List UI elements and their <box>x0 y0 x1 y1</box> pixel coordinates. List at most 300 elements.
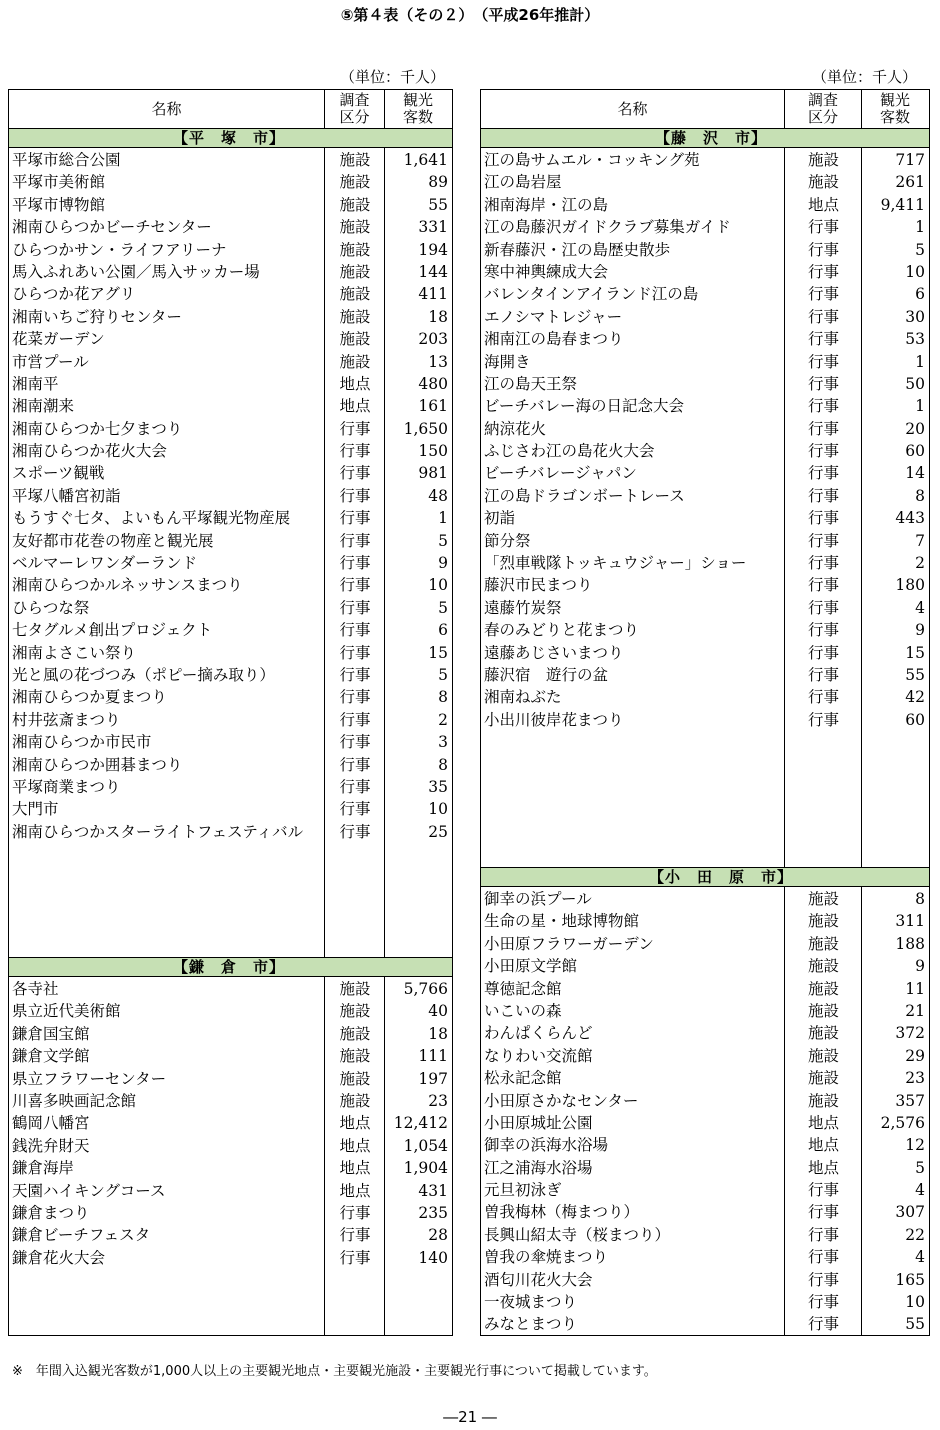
visitor-count: 1,054 <box>403 1136 448 1155</box>
visitor-count: 5 <box>438 598 448 617</box>
visitor-count: 18 <box>428 307 448 326</box>
header-name: 名称 <box>481 90 785 128</box>
table-row <box>9 261 452 283</box>
visitor-count: 161 <box>418 397 448 416</box>
survey-type: 施設 <box>807 934 839 953</box>
survey-type: 行事 <box>807 531 839 550</box>
table-row <box>9 1068 452 1090</box>
visitor-count: 5,766 <box>403 980 448 998</box>
visitor-count: 1,650 <box>403 419 448 438</box>
table-row <box>481 194 929 216</box>
header-visitors: 観光 客数 <box>879 91 910 126</box>
place-name: 湘南ひらつかスターライトフェスティバル <box>12 822 304 841</box>
survey-type: 施設 <box>339 1047 371 1066</box>
survey-type: 行事 <box>807 1181 839 1200</box>
survey-type: 地点 <box>339 1114 371 1133</box>
visitor-count: 5 <box>915 1158 925 1177</box>
survey-type: 行事 <box>339 464 371 483</box>
visitor-count: 25 <box>428 822 448 841</box>
table-row <box>481 306 929 328</box>
table-row <box>9 1000 452 1022</box>
table-row <box>481 1201 929 1223</box>
visitor-count: 12,412 <box>393 1114 448 1133</box>
place-name: 元旦初泳ぎ <box>484 1181 562 1200</box>
survey-type: 行事 <box>339 733 371 752</box>
survey-type: 行事 <box>339 800 371 819</box>
place-name: 小田原文学館 <box>484 957 578 976</box>
place-name: 江の島ドラゴンボートレース <box>484 486 685 505</box>
place-name: エノシマトレジャー <box>484 307 623 326</box>
place-name: 湘南海岸・江の島 <box>484 195 609 214</box>
place-name: 鎌倉文学館 <box>12 1047 90 1066</box>
survey-type: 地点 <box>339 374 371 393</box>
survey-type: 行事 <box>807 1293 839 1312</box>
visitor-count: 4 <box>915 598 925 617</box>
survey-type: 行事 <box>807 352 839 371</box>
place-name: もうすぐ七タ、よいもん平塚観光物産展 <box>12 509 291 528</box>
survey-type: 行事 <box>807 486 839 505</box>
table-row <box>481 1269 929 1291</box>
survey-type: 行事 <box>807 464 839 483</box>
visitor-count: 331 <box>418 218 448 237</box>
visitor-count: 15 <box>428 643 448 662</box>
visitor-count: 48 <box>428 486 448 505</box>
visitor-count: 307 <box>895 1203 925 1222</box>
survey-type: 施設 <box>339 307 371 326</box>
place-name: ひらつかサン・ライフアリーナ <box>12 240 227 259</box>
table-row <box>481 1291 929 1313</box>
survey-type: 施設 <box>339 262 371 281</box>
survey-type: 行事 <box>339 1226 371 1245</box>
survey-type: 地点 <box>807 1113 839 1132</box>
table-row <box>9 1045 452 1067</box>
place-name: 新春藤沢・江の島歴史散歩 <box>484 240 671 259</box>
table-row <box>481 978 929 1000</box>
table-row <box>481 664 929 686</box>
section-hiratsuka: 【平 塚 市】 <box>9 128 452 148</box>
visitor-count: 13 <box>428 352 448 371</box>
visitor-count: 9 <box>915 957 925 976</box>
survey-type: 施設 <box>339 240 371 259</box>
place-name: 江の島サムエル・コッキング苑 <box>484 151 700 169</box>
table-row <box>481 216 929 238</box>
table-row <box>481 642 929 664</box>
table-row <box>481 171 929 193</box>
visitor-count: 480 <box>418 374 448 393</box>
table-header <box>9 90 452 129</box>
table-row <box>9 373 452 395</box>
place-name: 湘南ひらつか市民市 <box>12 733 152 752</box>
visitor-count: 14 <box>905 464 925 483</box>
visitor-count: 372 <box>895 1024 925 1043</box>
visitor-count: 717 <box>895 151 925 169</box>
survey-type: 行事 <box>807 1270 839 1289</box>
survey-type: 地点 <box>807 1158 839 1177</box>
visitor-count: 15 <box>905 643 925 662</box>
survey-type: 行事 <box>807 218 839 237</box>
visitor-count: 35 <box>428 777 448 796</box>
visitor-count: 9,411 <box>880 195 925 214</box>
survey-type: 行事 <box>807 1203 839 1222</box>
table-row <box>9 754 452 776</box>
place-name: 小田原フラワーガーデン <box>484 934 654 953</box>
table-row <box>9 1247 452 1269</box>
visitor-count: 311 <box>895 912 925 931</box>
place-name: 海開き <box>484 352 531 371</box>
visitor-count: 55 <box>905 665 925 684</box>
survey-type: 地点 <box>807 195 839 214</box>
table-row <box>481 283 929 305</box>
table-row <box>9 1135 452 1157</box>
survey-type: 施設 <box>807 1024 839 1043</box>
place-name: ふじさわ江の島花火大会 <box>484 442 655 461</box>
place-name: 鎌倉国宝館 <box>12 1024 90 1043</box>
visitor-count: 21 <box>905 1001 925 1020</box>
place-name: 友好都市花巻の物産と観光展 <box>12 531 214 550</box>
survey-type: 行事 <box>339 755 371 774</box>
visitor-count: 203 <box>418 330 448 349</box>
place-name: ビーチバレージャパン <box>484 464 637 483</box>
place-name: 各寺社 <box>12 980 59 998</box>
table-row <box>9 216 452 238</box>
footnote: ※ 年間入込観光客数が1,000人以上の主要観光地点・主要観光施設・主要観光行事について掲載しています。 <box>12 1364 657 1379</box>
header-kind: 調査 区分 <box>325 90 385 128</box>
place-name: 花菜ガーデン <box>12 330 105 349</box>
table-row <box>9 642 452 664</box>
survey-type: 行事 <box>807 621 839 640</box>
visitor-count: 6 <box>915 285 925 304</box>
survey-type: 行事 <box>807 554 839 573</box>
table-row <box>481 910 929 932</box>
place-name: 小出川彼岸花まつり <box>484 710 624 729</box>
survey-type: 施設 <box>807 1069 839 1088</box>
visitor-count: 411 <box>418 285 448 304</box>
table-row <box>481 1179 929 1201</box>
place-name: 小田原城址公園 <box>484 1113 593 1132</box>
visitor-count: 40 <box>428 1002 448 1021</box>
table-row <box>481 1000 929 1022</box>
table-right <box>480 89 930 1336</box>
place-name: ベルマーレワンダーランド <box>12 554 198 573</box>
visitor-count: 29 <box>905 1046 925 1065</box>
table-row <box>9 798 452 820</box>
visitor-count: 22 <box>905 1225 925 1244</box>
table-row <box>9 619 452 641</box>
visitor-count: 8 <box>438 688 448 707</box>
place-name: 尊徳記念館 <box>484 979 562 998</box>
survey-type: 行事 <box>807 374 839 393</box>
visitor-count: 23 <box>905 1069 925 1088</box>
visitor-count: 2 <box>915 554 925 573</box>
table-row <box>481 709 929 731</box>
survey-type: 施設 <box>339 1024 371 1043</box>
table-row <box>9 149 452 171</box>
survey-type: 行事 <box>339 822 371 841</box>
survey-type: 行事 <box>807 1315 839 1334</box>
place-name: 大門市 <box>12 800 59 819</box>
place-name: 藤沢宿 遊行の盆 <box>484 665 609 684</box>
place-name: 湘南ひらつかビーチセンター <box>12 218 212 237</box>
survey-type: 施設 <box>807 173 839 192</box>
table-row <box>9 328 452 350</box>
survey-type: 施設 <box>339 285 371 304</box>
place-name: 江之浦海水浴場 <box>484 1158 593 1177</box>
visitor-count: 10 <box>905 262 925 281</box>
place-name: 鎌倉花火大会 <box>12 1248 106 1267</box>
place-name: 湘南潮来 <box>12 397 75 416</box>
survey-type: 行事 <box>807 710 839 729</box>
table-row <box>481 530 929 552</box>
section-kamakura: 【鎌 倉 市】 <box>9 957 452 977</box>
table-row <box>9 1090 452 1112</box>
survey-type: 行事 <box>807 688 839 707</box>
place-name: 御幸の浜プール <box>484 890 592 908</box>
visitor-count: 431 <box>418 1181 448 1200</box>
survey-type: 行事 <box>339 643 371 662</box>
place-name: 平塚市博物館 <box>12 195 106 214</box>
table-row <box>481 239 929 261</box>
visitor-count: 55 <box>428 195 448 214</box>
table-row <box>481 1022 929 1044</box>
survey-type: 地点 <box>339 397 371 416</box>
table-row <box>481 328 929 350</box>
place-name: 湘南ひらつか七夕まつり <box>12 419 183 438</box>
visitor-count: 89 <box>428 173 448 192</box>
visitor-count: 3 <box>438 733 448 752</box>
place-name: 遠藤あじさいまつり <box>484 643 624 662</box>
visitor-count: 60 <box>905 442 925 461</box>
table-row <box>9 709 452 731</box>
visitor-count: 140 <box>418 1248 448 1267</box>
table-header <box>481 90 929 129</box>
visitor-count: 5 <box>915 240 925 259</box>
survey-type: 行事 <box>807 285 839 304</box>
table-row <box>481 955 929 977</box>
place-name: いこいの森 <box>484 1001 562 1020</box>
table-row <box>481 686 929 708</box>
place-name: 長興山紹太寺（桜まつり） <box>484 1225 671 1244</box>
place-name: 「烈車戦隊トッキュウジャー」ショー <box>484 554 747 573</box>
visitor-count: 7 <box>915 531 925 550</box>
survey-type: 地点 <box>339 1181 371 1200</box>
table-row <box>481 1112 929 1134</box>
header-name: 名称 <box>9 90 325 128</box>
page-title: ⑤第４表（その２） （平成26年推計） <box>340 6 600 24</box>
visitor-count: 8 <box>915 890 925 908</box>
table-row <box>481 597 929 619</box>
section-kamakura-rows <box>9 978 452 1269</box>
table-row <box>9 530 452 552</box>
survey-type: 行事 <box>807 419 839 438</box>
visitor-count: 42 <box>905 688 925 707</box>
place-name: 春のみどりと花まつり <box>484 621 640 640</box>
section-fujisawa-rows <box>481 149 929 731</box>
table-row <box>481 485 929 507</box>
survey-type: 地点 <box>339 1136 371 1155</box>
table-row <box>481 440 929 462</box>
table-row <box>481 1090 929 1112</box>
table-row <box>481 507 929 529</box>
visitor-count: 5 <box>438 665 448 684</box>
visitor-count: 1 <box>915 352 925 371</box>
survey-type: 行事 <box>339 598 371 617</box>
table-row <box>9 395 452 417</box>
place-name: 鎌倉海岸 <box>12 1159 75 1178</box>
survey-type: 施設 <box>807 912 839 931</box>
survey-type: 行事 <box>339 442 371 461</box>
survey-type: 行事 <box>807 643 839 662</box>
survey-type: 行事 <box>807 330 839 349</box>
place-name: ビーチバレー海の日記念大会 <box>484 397 684 416</box>
section-fujisawa: 【藤 沢 市】 <box>481 128 929 148</box>
table-left <box>8 89 453 1336</box>
survey-type: 施設 <box>807 1091 839 1110</box>
table-row <box>9 686 452 708</box>
visitor-count: 165 <box>895 1270 925 1289</box>
place-name: 生命の星・地球博物館 <box>484 912 640 931</box>
table-row <box>481 351 929 373</box>
survey-type: 行事 <box>339 710 371 729</box>
table-row <box>9 485 452 507</box>
table-row <box>9 978 452 1000</box>
place-name: 鶴岡八幡宮 <box>12 1114 90 1133</box>
place-name: 湘南いちご狩りセンター <box>12 307 182 326</box>
section-odawara: 【小 田 原 市】 <box>481 867 929 887</box>
survey-type: 施設 <box>807 957 839 976</box>
visitor-count: 188 <box>895 934 925 953</box>
place-name: 平塚八幡宮初詣 <box>12 486 121 505</box>
table-row <box>9 1112 452 1134</box>
table-row <box>9 171 452 193</box>
place-name: 湘南ひらつか囲碁まつり <box>12 755 183 774</box>
place-name: 湘南ひらつかルネッサンスまつり <box>12 576 243 595</box>
visitor-count: 261 <box>895 173 925 192</box>
survey-type: 施設 <box>339 173 371 192</box>
place-name: 湘南ひらつか花火大会 <box>12 442 167 461</box>
place-name: バレンタインアイランド江の島 <box>484 285 699 304</box>
table-row <box>481 552 929 574</box>
table-row <box>9 1023 452 1045</box>
survey-type: 行事 <box>807 240 839 259</box>
place-name: 県立近代美術館 <box>12 1002 121 1021</box>
table-row <box>481 933 929 955</box>
visitor-count: 9 <box>915 621 925 640</box>
place-name: 江の島天王祭 <box>484 374 578 393</box>
survey-type: 行事 <box>339 1203 371 1222</box>
visitor-count: 150 <box>418 442 448 461</box>
survey-type: 地点 <box>807 1136 839 1155</box>
survey-type: 施設 <box>807 890 839 908</box>
visitor-count: 1 <box>915 397 925 416</box>
visitor-count: 1 <box>438 509 448 528</box>
place-name: 村井弦斎まつり <box>12 710 121 729</box>
table-row <box>481 1224 929 1246</box>
visitor-count: 10 <box>905 1293 925 1312</box>
place-name: 酒匂川花火大会 <box>484 1270 593 1289</box>
survey-type: 施設 <box>339 352 371 371</box>
survey-type: 施設 <box>339 195 371 214</box>
place-name: 松永記念館 <box>484 1069 562 1088</box>
visitor-count: 11 <box>905 979 925 998</box>
table-row <box>9 507 452 529</box>
visitor-count: 53 <box>905 330 925 349</box>
section-hiratsuka-rows <box>9 149 452 843</box>
survey-type: 施設 <box>339 151 371 169</box>
table-row <box>9 1224 452 1246</box>
place-name: ひらつか花アグリ <box>12 285 136 304</box>
survey-type: 行事 <box>339 576 371 595</box>
visitor-count: 5 <box>438 531 448 550</box>
survey-type: 行事 <box>807 665 839 684</box>
survey-type: 行事 <box>807 442 839 461</box>
header-visitors: 観光 客数 <box>402 91 433 126</box>
table-row <box>481 418 929 440</box>
place-name: 御幸の浜海水浴場 <box>484 1136 609 1155</box>
table-row <box>481 395 929 417</box>
place-name: 鎌倉まつり <box>12 1203 90 1222</box>
visitor-count: 443 <box>895 509 925 528</box>
visitor-count: 55 <box>905 1315 925 1334</box>
visitor-count: 10 <box>428 576 448 595</box>
table-row <box>9 1202 452 1224</box>
place-name: 平塚市美術館 <box>12 173 106 192</box>
place-name: 銭洗弁財天 <box>12 1136 90 1155</box>
table-row <box>481 1246 929 1268</box>
survey-type: 行事 <box>339 531 371 550</box>
place-name: 節分祭 <box>484 531 531 550</box>
visitor-count: 981 <box>418 464 448 483</box>
survey-type: 行事 <box>807 307 839 326</box>
survey-type: 施設 <box>807 151 839 169</box>
place-name: 光と風の花づつみ（ポピー摘み取り） <box>12 665 275 684</box>
table-row <box>9 597 452 619</box>
table-row <box>9 418 452 440</box>
table-row <box>481 619 929 641</box>
survey-type: 行事 <box>339 554 371 573</box>
visitor-count: 1,641 <box>403 151 448 169</box>
table-row <box>9 574 452 596</box>
place-name: 馬入ふれあい公園／馬入サッカー場 <box>12 262 260 281</box>
survey-type: 行事 <box>807 509 839 528</box>
table-row <box>481 462 929 484</box>
visitor-count: 4 <box>915 1181 925 1200</box>
table-row <box>9 239 452 261</box>
table-row <box>481 373 929 395</box>
survey-type: 施設 <box>339 1091 371 1110</box>
place-name: 藤沢市民まつり <box>484 576 593 595</box>
table-row <box>9 776 452 798</box>
table-row <box>9 440 452 462</box>
visitor-count: 197 <box>418 1069 448 1088</box>
table-row <box>481 1157 929 1179</box>
survey-type: 行事 <box>807 1225 839 1244</box>
table-row <box>481 574 929 596</box>
place-name: みなとまつり <box>484 1315 578 1334</box>
visitor-count: 357 <box>895 1091 925 1110</box>
place-name: 七タグルメ創出プロジェクト <box>12 621 213 640</box>
survey-type: 行事 <box>339 777 371 796</box>
table-row <box>481 149 929 171</box>
table-row <box>9 1180 452 1202</box>
visitor-count: 111 <box>418 1047 448 1066</box>
visitor-count: 1,904 <box>403 1159 448 1178</box>
place-name: 曽我の傘焼まつり <box>484 1248 609 1267</box>
page-number: ―21 ― <box>443 1408 497 1426</box>
visitor-count: 20 <box>905 419 925 438</box>
table-row <box>9 283 452 305</box>
table-row <box>481 1134 929 1156</box>
place-name: ひらつな祭 <box>12 598 90 617</box>
